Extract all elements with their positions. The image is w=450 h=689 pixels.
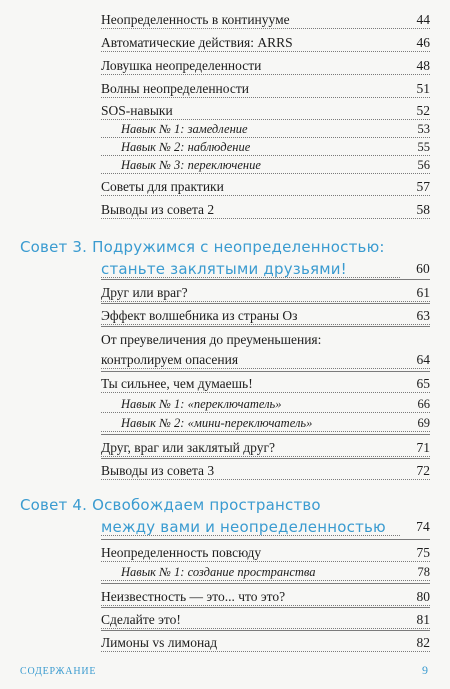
toc-entry-page: 64 xyxy=(416,352,430,367)
section-heading-line1: Совет 3. Подружимся с неопределенностью: xyxy=(20,238,385,256)
toc-entry-page: 63 xyxy=(416,308,430,323)
divider xyxy=(101,371,430,372)
page-number: 9 xyxy=(422,663,428,677)
section-heading-line2: между вами и неопределенностью xyxy=(101,518,386,536)
toc-entry-page: 66 xyxy=(417,397,430,411)
toc-entry-title: Навык № 2: «мини-переключатель» xyxy=(121,416,313,430)
toc-entry-title: Автоматические действия: ARRS xyxy=(101,35,293,50)
divider xyxy=(101,630,430,631)
divider xyxy=(101,434,430,435)
toc-entry-page: 71 xyxy=(416,440,430,455)
toc-entry-page: 53 xyxy=(417,122,430,136)
toc-entry-title: Неопределенность повсюду xyxy=(101,545,262,560)
toc-entry-page: 52 xyxy=(416,103,430,118)
toc-entry-page: 82 xyxy=(416,635,430,650)
toc-entry-title: Лимоны vs лимонад xyxy=(101,635,218,650)
toc-entry-title: Сделайте это! xyxy=(101,612,181,627)
toc-entry-page: 51 xyxy=(416,81,430,96)
toc-entry-title: Навык № 1: замедление xyxy=(121,122,248,136)
toc-entry-page: 57 xyxy=(416,179,430,194)
toc-entry-page: 58 xyxy=(416,202,430,217)
divider xyxy=(101,607,430,608)
section-heading-line2: станьте заклятыми друзьями! xyxy=(101,260,347,278)
toc-entry-title: Волны неопределенности xyxy=(101,81,249,96)
toc-entry-page: 81 xyxy=(416,612,430,627)
toc-entry-page: 48 xyxy=(416,58,430,73)
toc-entry-title: Ловушка неопределенности xyxy=(101,58,262,73)
toc-entry-page: 56 xyxy=(417,158,430,172)
toc-entry-title: Выводы из совета 2 xyxy=(101,202,215,217)
toc-entry-page: 61 xyxy=(416,285,430,300)
divider xyxy=(101,458,430,459)
toc-entry-title: Навык № 2: наблюдение xyxy=(121,140,251,154)
toc-entry-title: Эффект волшебника из страны Оз xyxy=(101,308,298,323)
toc-entry-title: Выводы из совета 3 xyxy=(101,463,215,478)
toc-entry-page: 69 xyxy=(417,416,430,430)
toc-entry-page: 46 xyxy=(416,35,430,50)
toc-entry-page: 55 xyxy=(417,140,430,154)
toc-entry-page: 78 xyxy=(417,565,430,579)
toc-entry-title: Ты сильнее, чем думаешь! xyxy=(101,376,253,391)
toc-entry-title: Друг, враг или заклятый друг? xyxy=(101,440,276,455)
divider xyxy=(101,583,430,584)
running-footer: СОДЕРЖАНИЕ xyxy=(20,666,97,677)
toc-entry-page: 44 xyxy=(416,12,430,27)
toc-entry[interactable] xyxy=(101,330,430,370)
toc-entry-page: 72 xyxy=(416,463,430,478)
toc-entry-title: Навык № 3: переключение xyxy=(121,158,261,172)
divider xyxy=(101,326,430,327)
section-heading-line1: Совет 4. Освобождаем пространство xyxy=(20,496,321,514)
toc-entry-title: Друг или враг? xyxy=(101,285,188,300)
toc-entry-page: 65 xyxy=(416,376,430,391)
section-heading-page: 74 xyxy=(416,519,430,534)
divider xyxy=(101,539,430,540)
toc-entry-title: SOS-навыки xyxy=(101,103,173,118)
toc-entry-page: 75 xyxy=(416,545,430,560)
toc-entry-title: От преувеличения до преуменьшения: контролируем опасения xyxy=(101,332,322,367)
section-heading-page: 60 xyxy=(416,261,430,276)
toc-entry-title: Навык № 1: создание пространства xyxy=(121,565,316,579)
toc-entry-title: Неизвестность — это... что это? xyxy=(101,589,286,604)
toc-entry-title: Неопределенность в континууме xyxy=(101,12,290,27)
divider xyxy=(101,303,430,304)
toc-entry-page: 80 xyxy=(416,589,430,604)
toc-entry-title: Советы для практики xyxy=(101,179,224,194)
toc-entry-title: Навык № 1: «переключатель» xyxy=(121,397,282,411)
divider xyxy=(101,279,430,280)
